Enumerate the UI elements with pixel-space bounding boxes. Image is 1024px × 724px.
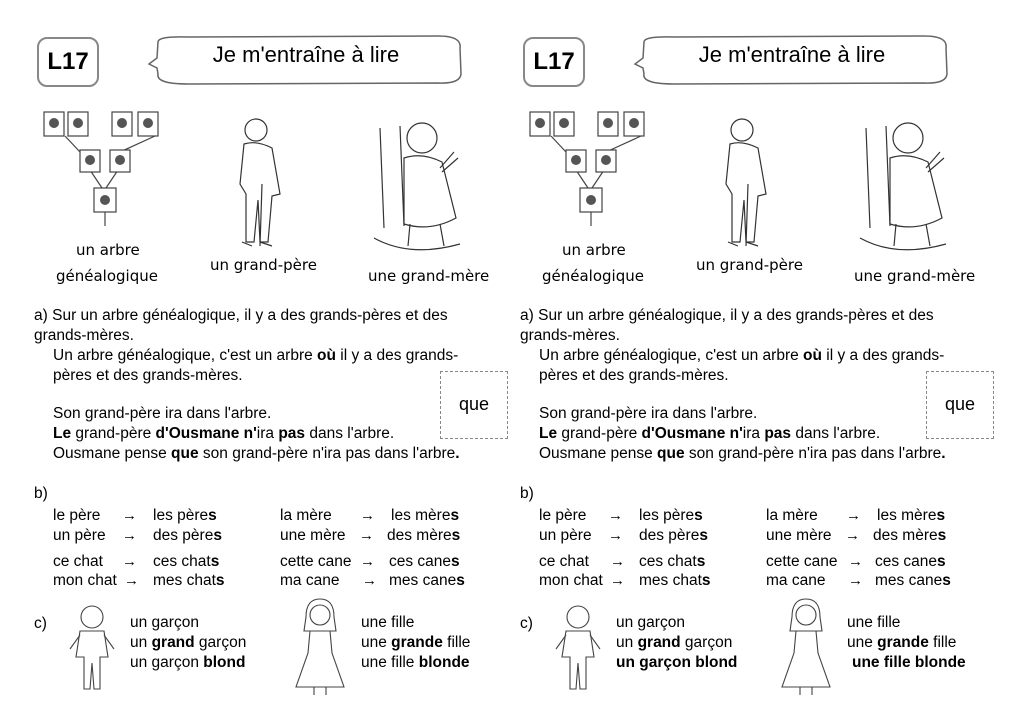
title-banner <box>148 34 464 86</box>
caption-tree-line1: un arbre <box>76 241 140 259</box>
section-b-label: b) <box>520 485 534 502</box>
definition-line1: Un arbre généalogique, c'est un arbre où il y a des grands- <box>539 347 945 364</box>
caption-grandmother: une grand-mère <box>854 267 976 285</box>
plural-row: un père <box>539 527 592 544</box>
plural-row: le père <box>53 507 101 524</box>
worksheet-right <box>486 0 998 724</box>
arrow-icon: → <box>362 572 377 589</box>
arrow-icon: → <box>848 553 863 570</box>
plural-row: mon chat <box>539 572 603 589</box>
arrow-icon: → <box>608 527 623 544</box>
arrow-icon: → <box>608 507 623 524</box>
sentence-3: Ousmane pense que son grand-père n'ira pas dans l'arbre. <box>53 445 460 462</box>
grandmother-illustration <box>856 108 956 258</box>
arrow-icon: → <box>122 507 137 524</box>
plural-row: une mère <box>280 527 346 544</box>
girl-phrase-1: une fille <box>361 614 415 631</box>
family-tree-illustration <box>40 108 170 228</box>
boy-phrase-2: un grand garçon <box>130 634 247 651</box>
arrow-icon: → <box>360 553 375 570</box>
plural-row: ma cane <box>766 572 826 589</box>
caption-tree-line2: généalogique <box>542 267 644 285</box>
boy-illustration <box>64 603 120 695</box>
plural-row: la mère <box>280 507 332 524</box>
arrow-icon: → <box>122 553 137 570</box>
plural-form: mes canes <box>875 572 951 589</box>
que-word-box: que <box>926 371 994 439</box>
boy-phrase-1: un garçon <box>130 614 199 631</box>
sentence-3: Ousmane pense que son grand-père n'ira pas dans l'arbre. <box>539 445 946 462</box>
plural-row: cette cane <box>280 553 352 570</box>
plural-row: ma cane <box>280 572 340 589</box>
section-a-intro: a) Sur un arbre généalogique, il y a des grands-pères et des <box>520 307 934 324</box>
plural-form: ces canes <box>875 553 946 570</box>
plural-row: mon chat <box>53 572 117 589</box>
boy-phrase-1: un garçon <box>616 614 685 631</box>
plural-form: des mères <box>387 527 461 544</box>
sentence-2: Le grand-père d'Ousmane n'ira pas dans l'arbre. <box>539 425 881 442</box>
arrow-icon: → <box>848 572 863 589</box>
girl-phrase-3: une fille blonde <box>361 654 470 671</box>
boy-illustration <box>550 603 606 695</box>
boy-phrase-3: un garçon blond <box>616 654 738 671</box>
title-banner <box>634 34 950 86</box>
plural-row: la mère <box>766 507 818 524</box>
plural-form: ces chats <box>153 553 220 570</box>
plural-form: les mères <box>391 507 460 524</box>
girl-illustration <box>288 597 352 697</box>
plural-row: une mère <box>766 527 832 544</box>
section-a-intro: a) Sur un arbre généalogique, il y a des grands-pères et des <box>34 307 448 324</box>
caption-grandfather: un grand-père <box>696 256 803 274</box>
plural-form: mes canes <box>389 572 465 589</box>
boy-phrase-2: un grand garçon <box>616 634 733 651</box>
arrow-icon: → <box>846 507 861 524</box>
definition-line2: pères et des grands-mères. <box>539 367 729 384</box>
plural-form: des pères <box>639 527 708 544</box>
plural-form: des pères <box>153 527 222 544</box>
page-title: Je m'entraîne à lire <box>698 42 886 67</box>
plural-row: ce chat <box>53 553 103 570</box>
plural-form: les pères <box>639 507 703 524</box>
girl-phrase-2: une grande fille <box>847 634 957 651</box>
plural-form: les pères <box>153 507 217 524</box>
plural-row: cette cane <box>766 553 838 570</box>
family-tree-illustration <box>526 108 656 228</box>
plural-form: ces canes <box>389 553 460 570</box>
arrow-icon: → <box>359 527 374 544</box>
plural-row: ce chat <box>539 553 589 570</box>
caption-grandfather: un grand-père <box>210 256 317 274</box>
girl-phrase-1: une fille <box>847 614 901 631</box>
plural-form: mes chats <box>639 572 711 589</box>
plural-form: des mères <box>873 527 947 544</box>
plural-form: ces chats <box>639 553 706 570</box>
arrow-icon: → <box>610 553 625 570</box>
plural-form: mes chats <box>153 572 225 589</box>
section-b-label: b) <box>34 485 48 502</box>
arrow-icon: → <box>124 572 139 589</box>
caption-grandmother: une grand-mère <box>368 267 490 285</box>
arrow-icon: → <box>360 507 375 524</box>
arrow-icon: → <box>845 527 860 544</box>
que-word-box: que <box>440 371 508 439</box>
girl-phrase-2: une grande fille <box>361 634 471 651</box>
girl-illustration <box>774 597 838 697</box>
grandfather-illustration <box>718 114 778 249</box>
lesson-badge: L17 <box>37 37 99 87</box>
section-c-label: c) <box>520 615 533 632</box>
definition-line1: Un arbre généalogique, c'est un arbre où il y a des grands- <box>53 347 459 364</box>
plural-row: un père <box>53 527 106 544</box>
plural-row: le père <box>539 507 587 524</box>
caption-tree-line2: généalogique <box>56 267 158 285</box>
plural-form: les mères <box>877 507 946 524</box>
arrow-icon: → <box>610 572 625 589</box>
boy-phrase-3: un garçon blond <box>130 654 246 671</box>
section-a-intro-cont: grands-mères. <box>520 327 620 344</box>
sentence-2: Le grand-père d'Ousmane n'ira pas dans l'arbre. <box>53 425 395 442</box>
girl-phrase-3: une fille blonde <box>852 654 966 671</box>
arrow-icon: → <box>122 527 137 544</box>
grandmother-illustration <box>370 108 470 258</box>
definition-line2: pères et des grands-mères. <box>53 367 243 384</box>
section-c-label: c) <box>34 615 47 632</box>
section-a-intro-cont: grands-mères. <box>34 327 134 344</box>
grandfather-illustration <box>232 114 292 249</box>
page-title: Je m'entraîne à lire <box>212 42 400 67</box>
sentence-1: Son grand-père ira dans l'arbre. <box>53 405 272 422</box>
sentence-1: Son grand-père ira dans l'arbre. <box>539 405 758 422</box>
caption-tree-line1: un arbre <box>562 241 626 259</box>
lesson-badge: L17 <box>523 37 585 87</box>
